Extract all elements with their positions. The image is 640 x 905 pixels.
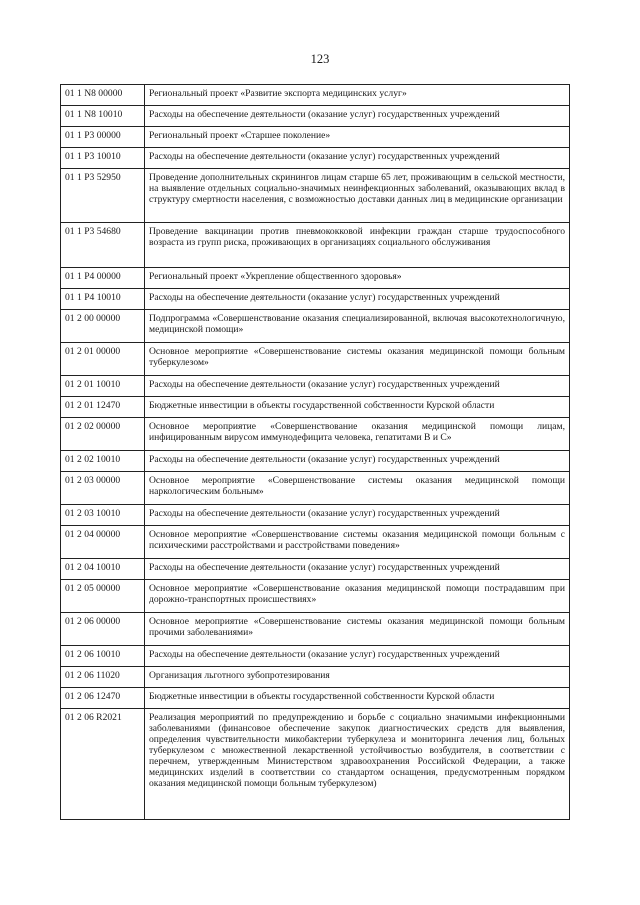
table-row (61, 85, 570, 106)
row-description: Региональный проект «Старшее поколение» (145, 127, 570, 148)
row-description: Расходы на обеспечение деятельности (оказание услуг) государственных учреждений (145, 505, 570, 526)
row-code: 01 2 02 00000 (61, 418, 145, 451)
row-description: Бюджетные инвестиции в объекты государственной собственности Курской области (145, 688, 570, 709)
row-description: Основное мероприятие «Совершенствование системы оказания медицинской помощи больным с психическими расстройствами и расстройствами поведения» (145, 526, 570, 559)
row-code: 01 1 N8 10010 (61, 106, 145, 127)
row-code: 01 2 05 00000 (61, 580, 145, 613)
row-description: Бюджетные инвестиции в объекты государственной собственности Курской области (145, 397, 570, 418)
table-row (61, 169, 570, 223)
row-description: Организация льготного зубопротезирования (145, 667, 570, 688)
row-description: Основное мероприятие «Совершенствование оказания медицинской помощи лицам, инфицированным вирусом иммунодефицита человека, гепатитами B и C» (145, 418, 570, 451)
row-description: Реализация мероприятий по предупреждению и борьбе с социально значимыми инфекционными заболеваниями (финансовое обеспечение закупок диагностических средств для выявления, определения чувствительности микобактерии туберкулеза и мониторинга лечения лиц, больных туберкулезом с множественной лекарственной устойчивостью возбудителя, в соответствии с перечнем, утвержденным Министерством здравоохранения Российской Федерации, а также медицинских изделий в соответствии со стандартом оснащения, предусмотренным порядком оказания медицинской помощи больным туберкулезом) (145, 709, 570, 820)
row-description: Основное мероприятие «Совершенствование системы оказания медицинской помощи больным туберкулезом» (145, 343, 570, 376)
row-code: 01 2 01 00000 (61, 343, 145, 376)
row-code: 01 2 06 10010 (61, 646, 145, 667)
table-row (61, 223, 570, 268)
row-code: 01 2 03 10010 (61, 505, 145, 526)
table-row (61, 646, 570, 667)
row-code: 01 2 00 00000 (61, 310, 145, 343)
row-description: Основное мероприятие «Совершенствование оказания медицинской помощи пострадавшим при дорожно-транспортных происшествиях» (145, 580, 570, 613)
budget-classification-table (60, 84, 570, 820)
row-code: 01 2 06 00000 (61, 613, 145, 646)
row-description: Основное мероприятие «Совершенствование системы оказания медицинской помощи больным прочими заболеваниями» (145, 613, 570, 646)
table-row (61, 397, 570, 418)
row-code: 01 1 N8 00000 (61, 85, 145, 106)
table-row (61, 580, 570, 613)
table-row (61, 688, 570, 709)
table-row (61, 310, 570, 343)
table-row (61, 106, 570, 127)
table-row (61, 613, 570, 646)
table-row (61, 127, 570, 148)
row-description: Расходы на обеспечение деятельности (оказание услуг) государственных учреждений (145, 559, 570, 580)
row-description: Проведение дополнительных скринингов лицам старше 65 лет, проживающим в сельской местности, на выявление отдельных социально-значимых неинфекционных заболеваний, оказывающих вклад в структуру смертности населения, с возможностью доставки данных лиц в медицинские организации (145, 169, 570, 223)
row-description: Расходы на обеспечение деятельности (оказание услуг) государственных учреждений (145, 289, 570, 310)
table-row (61, 505, 570, 526)
row-code: 01 1 P3 10010 (61, 148, 145, 169)
row-code: 01 2 03 00000 (61, 472, 145, 505)
row-description: Расходы на обеспечение деятельности (оказание услуг) государственных учреждений (145, 148, 570, 169)
row-code: 01 1 P4 10010 (61, 289, 145, 310)
table-body (61, 85, 570, 820)
row-code: 01 1 P4 00000 (61, 268, 145, 289)
row-code: 01 2 06 11020 (61, 667, 145, 688)
row-description: Подпрограмма «Совершенствование оказания специализированной, включая высокотехнологичную, медицинской помощи» (145, 310, 570, 343)
table-row (61, 526, 570, 559)
row-description: Расходы на обеспечение деятельности (оказание услуг) государственных учреждений (145, 646, 570, 667)
row-code: 01 2 01 12470 (61, 397, 145, 418)
table-row (61, 343, 570, 376)
row-description: Региональный проект «Развитие экспорта медицинских услуг» (145, 85, 570, 106)
row-description: Проведение вакцинации против пневмококковой инфекции граждан старше трудоспособного возраста из групп риска, проживающих в организациях социального обслуживания (145, 223, 570, 268)
table-row (61, 667, 570, 688)
row-description: Расходы на обеспечение деятельности (оказание услуг) государственных учреждений (145, 451, 570, 472)
table-row (61, 289, 570, 310)
row-description: Региональный проект «Укрепление общественного здоровья» (145, 268, 570, 289)
row-code: 01 2 06 R2021 (61, 709, 145, 820)
page-number: 123 (310, 52, 330, 66)
row-code: 01 1 P3 00000 (61, 127, 145, 148)
row-description: Основное мероприятие «Совершенствование системы оказания медицинской помощи наркологическим больным» (145, 472, 570, 505)
row-description: Расходы на обеспечение деятельности (оказание услуг) государственных учреждений (145, 376, 570, 397)
table-row (61, 559, 570, 580)
table-row (61, 418, 570, 451)
table-row (61, 451, 570, 472)
table-row (61, 148, 570, 169)
table-row (61, 268, 570, 289)
row-description: Расходы на обеспечение деятельности (оказание услуг) государственных учреждений (145, 106, 570, 127)
row-code: 01 2 06 12470 (61, 688, 145, 709)
row-code: 01 2 04 10010 (61, 559, 145, 580)
table-row (61, 709, 570, 820)
row-code: 01 2 04 00000 (61, 526, 145, 559)
table-row (61, 376, 570, 397)
table-row (61, 472, 570, 505)
row-code: 01 1 P3 54680 (61, 223, 145, 268)
row-code: 01 2 01 10010 (61, 376, 145, 397)
row-code: 01 1 P3 52950 (61, 169, 145, 223)
row-code: 01 2 02 10010 (61, 451, 145, 472)
